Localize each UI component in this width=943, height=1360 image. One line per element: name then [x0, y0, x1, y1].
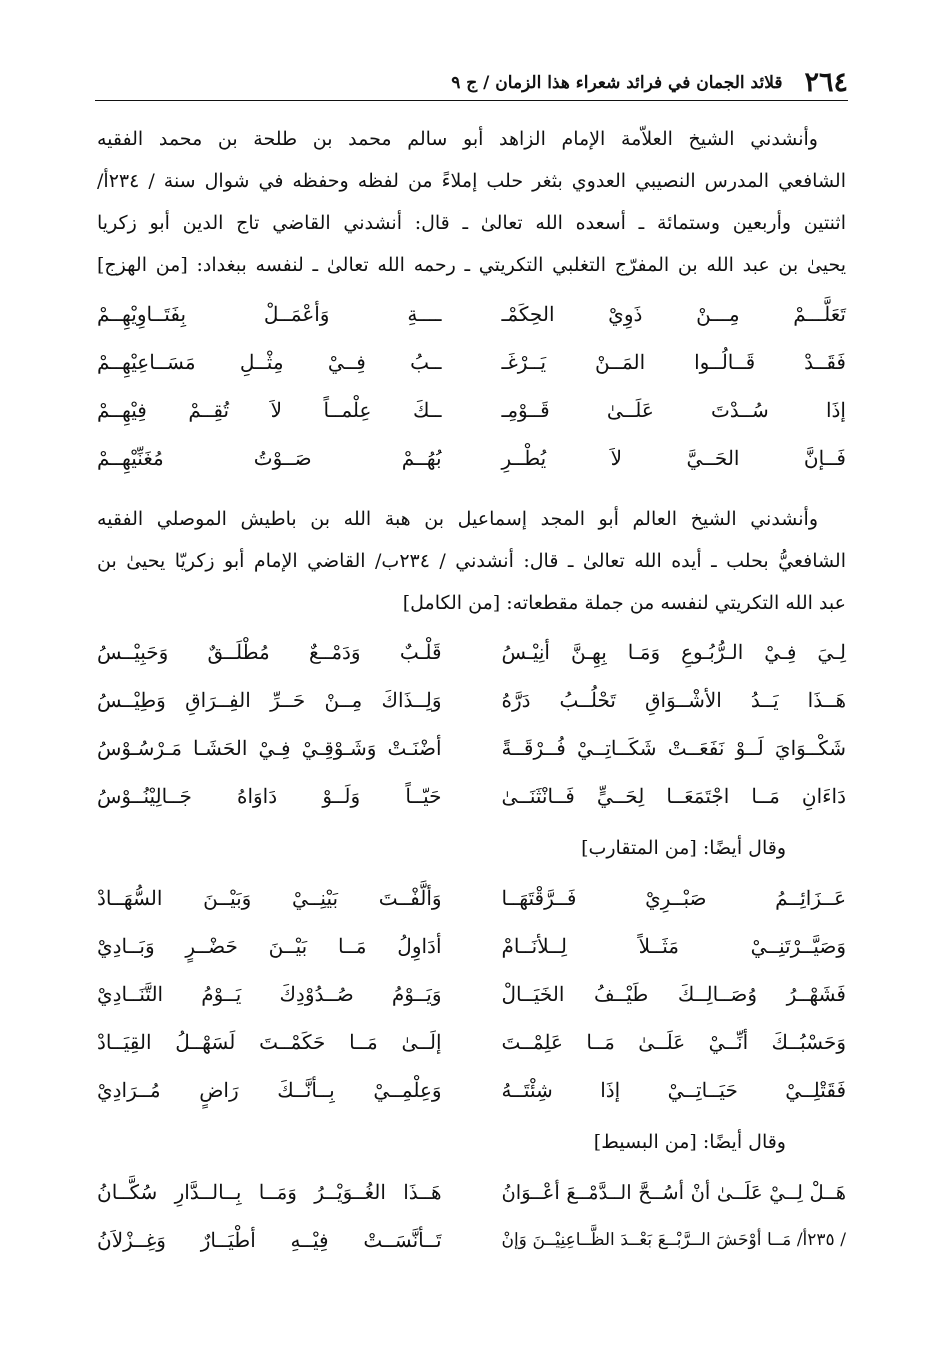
- verse-first-hemistich: وَحَسْبُــكَ أنِّــيْ عَلَــىٰ مَــا عَلِمْــتَ: [501, 1030, 846, 1054]
- verse-line: [97, 1018, 846, 1066]
- verse-second-hemistich: حَيّــاً وَلَــوْ دَاوَاهُ جَــالِيْنُــوْسُ: [97, 784, 442, 808]
- verse-second-hemistich: وَعِلْمِــيْ بِــأنَّــكَ رَاضٍ مُــرَادِيْ: [97, 1078, 442, 1102]
- verse-line: [97, 676, 846, 724]
- verse-line: [97, 1216, 846, 1264]
- verse-first-hemistich: تَعَلَّـــمْ مِـــنْ ذَوِيْ الحِكَمْـ: [501, 302, 846, 326]
- verse-first-hemistich: إذَا سُــدْتَ عَلَــىٰ قَــوْمِـ: [501, 398, 846, 422]
- verse-second-hemistich: إلَــىٰ مَــا حَكَمْــتَ لَسَهْــلُ القِيَــادْ: [97, 1030, 442, 1054]
- verse-second-hemistich: وَيَــوْمُ صُــدُوْدِكَ يَــوْمُ التَّنَــادِيْ: [97, 982, 442, 1006]
- verse-second-hemistich: قَلْـبٌ وَدَمْــعٌ مُطْلَــقٌ وَحَبِيْــسُ: [97, 640, 442, 664]
- verse-first-hemistich: هَــذَا يَــدُ الأشْــوَاقِ تَحْلُــبُ دَرَّهُ: [501, 688, 846, 712]
- verse-line: [97, 724, 846, 772]
- verse-first-hemistich: فَــإنَّ الحَــيَّ لاَ يُطْــرِ: [501, 446, 846, 470]
- poem-basit: [97, 1168, 846, 1264]
- verse-line: [97, 772, 846, 820]
- verse-line: [97, 290, 846, 338]
- verse-first-hemistich: لِـيَ فِـيْ الـرُّبُـوعِ وَمَـا بِهِـنَّ أنِيْـسُ: [501, 640, 846, 664]
- verse-second-hemistich: بُهُــمْ صَــوْتُ مُغَنِّيْهِــمْ: [97, 446, 442, 470]
- poem-kamil: [97, 628, 846, 820]
- verse-line: [97, 922, 846, 970]
- verse-line: [97, 1168, 846, 1216]
- paragraph-line: اثنتين وأربعين وستمائة ـ أسعده الله تعالىٰ ـ قال: أنشدني القاضي تاج الدين أبو زكريا: [97, 212, 846, 234]
- verse-first-hemistich: دَاءَانِ مَــا اجْتَمَعَــا لِحَــيٍّ فَــانْثَنَــىٰ: [501, 784, 846, 808]
- paragraph-line: يحيىٰ بن عبد الله بن المفرّج التغلبي التكريتي ـ رحمه الله تعالىٰ ـ لنفسه ببغداد: [من الهزج]: [97, 254, 846, 276]
- verse-line: [97, 970, 846, 1018]
- paragraph-line: وأنشدني الشيخ العلاّمة الإمام الزاهد أبو سالم محمد بن طلحة بن محمد الفقيه: [97, 128, 818, 150]
- verse-second-hemistich: ــــةِ وَأعْمَــلْ بِفَتَــاوِيْهِــمْ: [97, 302, 442, 326]
- poem-hazaj: [97, 290, 846, 482]
- verse-second-hemistich: ــكَ عِلْمــاً لاَ تُقِــمْ فِيْهِــمْ: [97, 398, 442, 422]
- verse-second-hemistich: أضْنَـتْ وَشَـوْقِـيْ فِـيْ الحَشَـا مَـرْسُـوْسُ: [97, 736, 442, 760]
- verse-first-hemistich: وَصَيَّــرْتَنِــيْ مَثَــلاً لِــلأنَــامْ: [501, 934, 846, 958]
- verse-first-hemistich: شَكْــوَايَ لَــوْ نَفَعَــتْ شَكَــاتِــيْ فُــرْقَــةً: [501, 736, 846, 760]
- verse-first-hemistich: / ٢٣٥أ/ مَــا أوْحَشَ الــرَّبْــعَ بَعْــدَ الظَّــاعِنِيْــنَ وَإنْ: [501, 1230, 846, 1250]
- verse-first-hemistich: فَقَــدْ قَــالُــوا المَــنْ يَــرْغَـ: [501, 350, 846, 374]
- running-title: قلائد الجمان في فرائد شعراء هذا الزمان / ج ٩: [451, 73, 783, 93]
- page-header: [95, 58, 848, 101]
- verse-second-hemistich: هَــذَا الغُــوَيْــرُ وَمَــا بِــالــدَّارِ سُكَّــانُ: [97, 1180, 442, 1204]
- paragraph-line: الشافعي المدرس النصيبي العدوي بثغر حلب إملاءً من لفظه وحفظه في شوال سنة / ٢٣٤أ/: [97, 170, 846, 192]
- verse-line: [97, 434, 846, 482]
- verse-line: [97, 1066, 846, 1114]
- verse-first-hemistich: هَــلْ لِــيْ عَلَــىٰ أنْ أسُــحَّ الــدَّمْــعَ أعْــوَانُ: [501, 1180, 846, 1204]
- verse-line: [97, 628, 846, 676]
- paragraph-line: وأنشدني الشيخ العالم أبو المجد إسماعيل بن هبة الله بن باطيش الموصلي الفقيه: [97, 508, 818, 530]
- verse-second-hemistich: وَلِــذَاكَ مِــنْ حَــرِّ الفِــرَاقِ وَطِيْــسُ: [97, 688, 442, 712]
- verse-first-hemistich: عَــزَائِــمُ صَبْــرِيْ فَــرَّقْتَهَــا: [501, 886, 846, 910]
- verse-line: [97, 386, 846, 434]
- verse-second-hemistich: تَــأنَّسَــتْ فِيْــهِ أطْيَــارٌ وَغِــزْلاَنُ: [97, 1228, 442, 1252]
- verse-line: [97, 874, 846, 922]
- page-body: [97, 118, 846, 1270]
- poem-intro: وقال أيضًا: [من البسيط]: [593, 1131, 786, 1153]
- verse-first-hemistich: فَقَتْلِــيْ حَيَــاتِــيْ إذَا شِئْتَــهُ: [501, 1078, 846, 1102]
- verse-second-hemistich: ــبُ فِــيْ مِثْــلِ مَسَــاعِيْهِــمْ: [97, 350, 442, 374]
- poem-mutaqarib: [97, 874, 846, 1114]
- paragraph-1: [97, 118, 846, 286]
- poem-intro: وقال أيضًا: [من المتقارب]: [581, 837, 786, 859]
- paragraph-line: الشافعيُّ بحلب ـ أيده الله تعالىٰ ـ قال: أنشدني / ٢٣٤ب/ القاضي الإمام أبو زكريّا يحيىٰ بن: [97, 550, 846, 572]
- verse-second-hemistich: وَألَّفْــتَ بَيْنِــيْ وَبَيْــنَ السُّهَــادْ: [97, 886, 442, 910]
- paragraph-2: [97, 498, 846, 624]
- paragraph-line: عبد الله التكريتي لنفسه من جملة مقطعاته: [من الكامل]: [402, 592, 846, 614]
- page-number: ٢٦٤: [804, 67, 848, 98]
- verse-second-hemistich: أدَاوِلُ مَــا بَيْــنَ حَضْــرٍ وَبَــادِيْ: [97, 934, 442, 958]
- verse-line: [97, 338, 846, 386]
- verse-first-hemistich: فَشَهْــرُ وُصَــالِــكَ طَيْــفُ الخَيَــالْ: [501, 982, 846, 1006]
